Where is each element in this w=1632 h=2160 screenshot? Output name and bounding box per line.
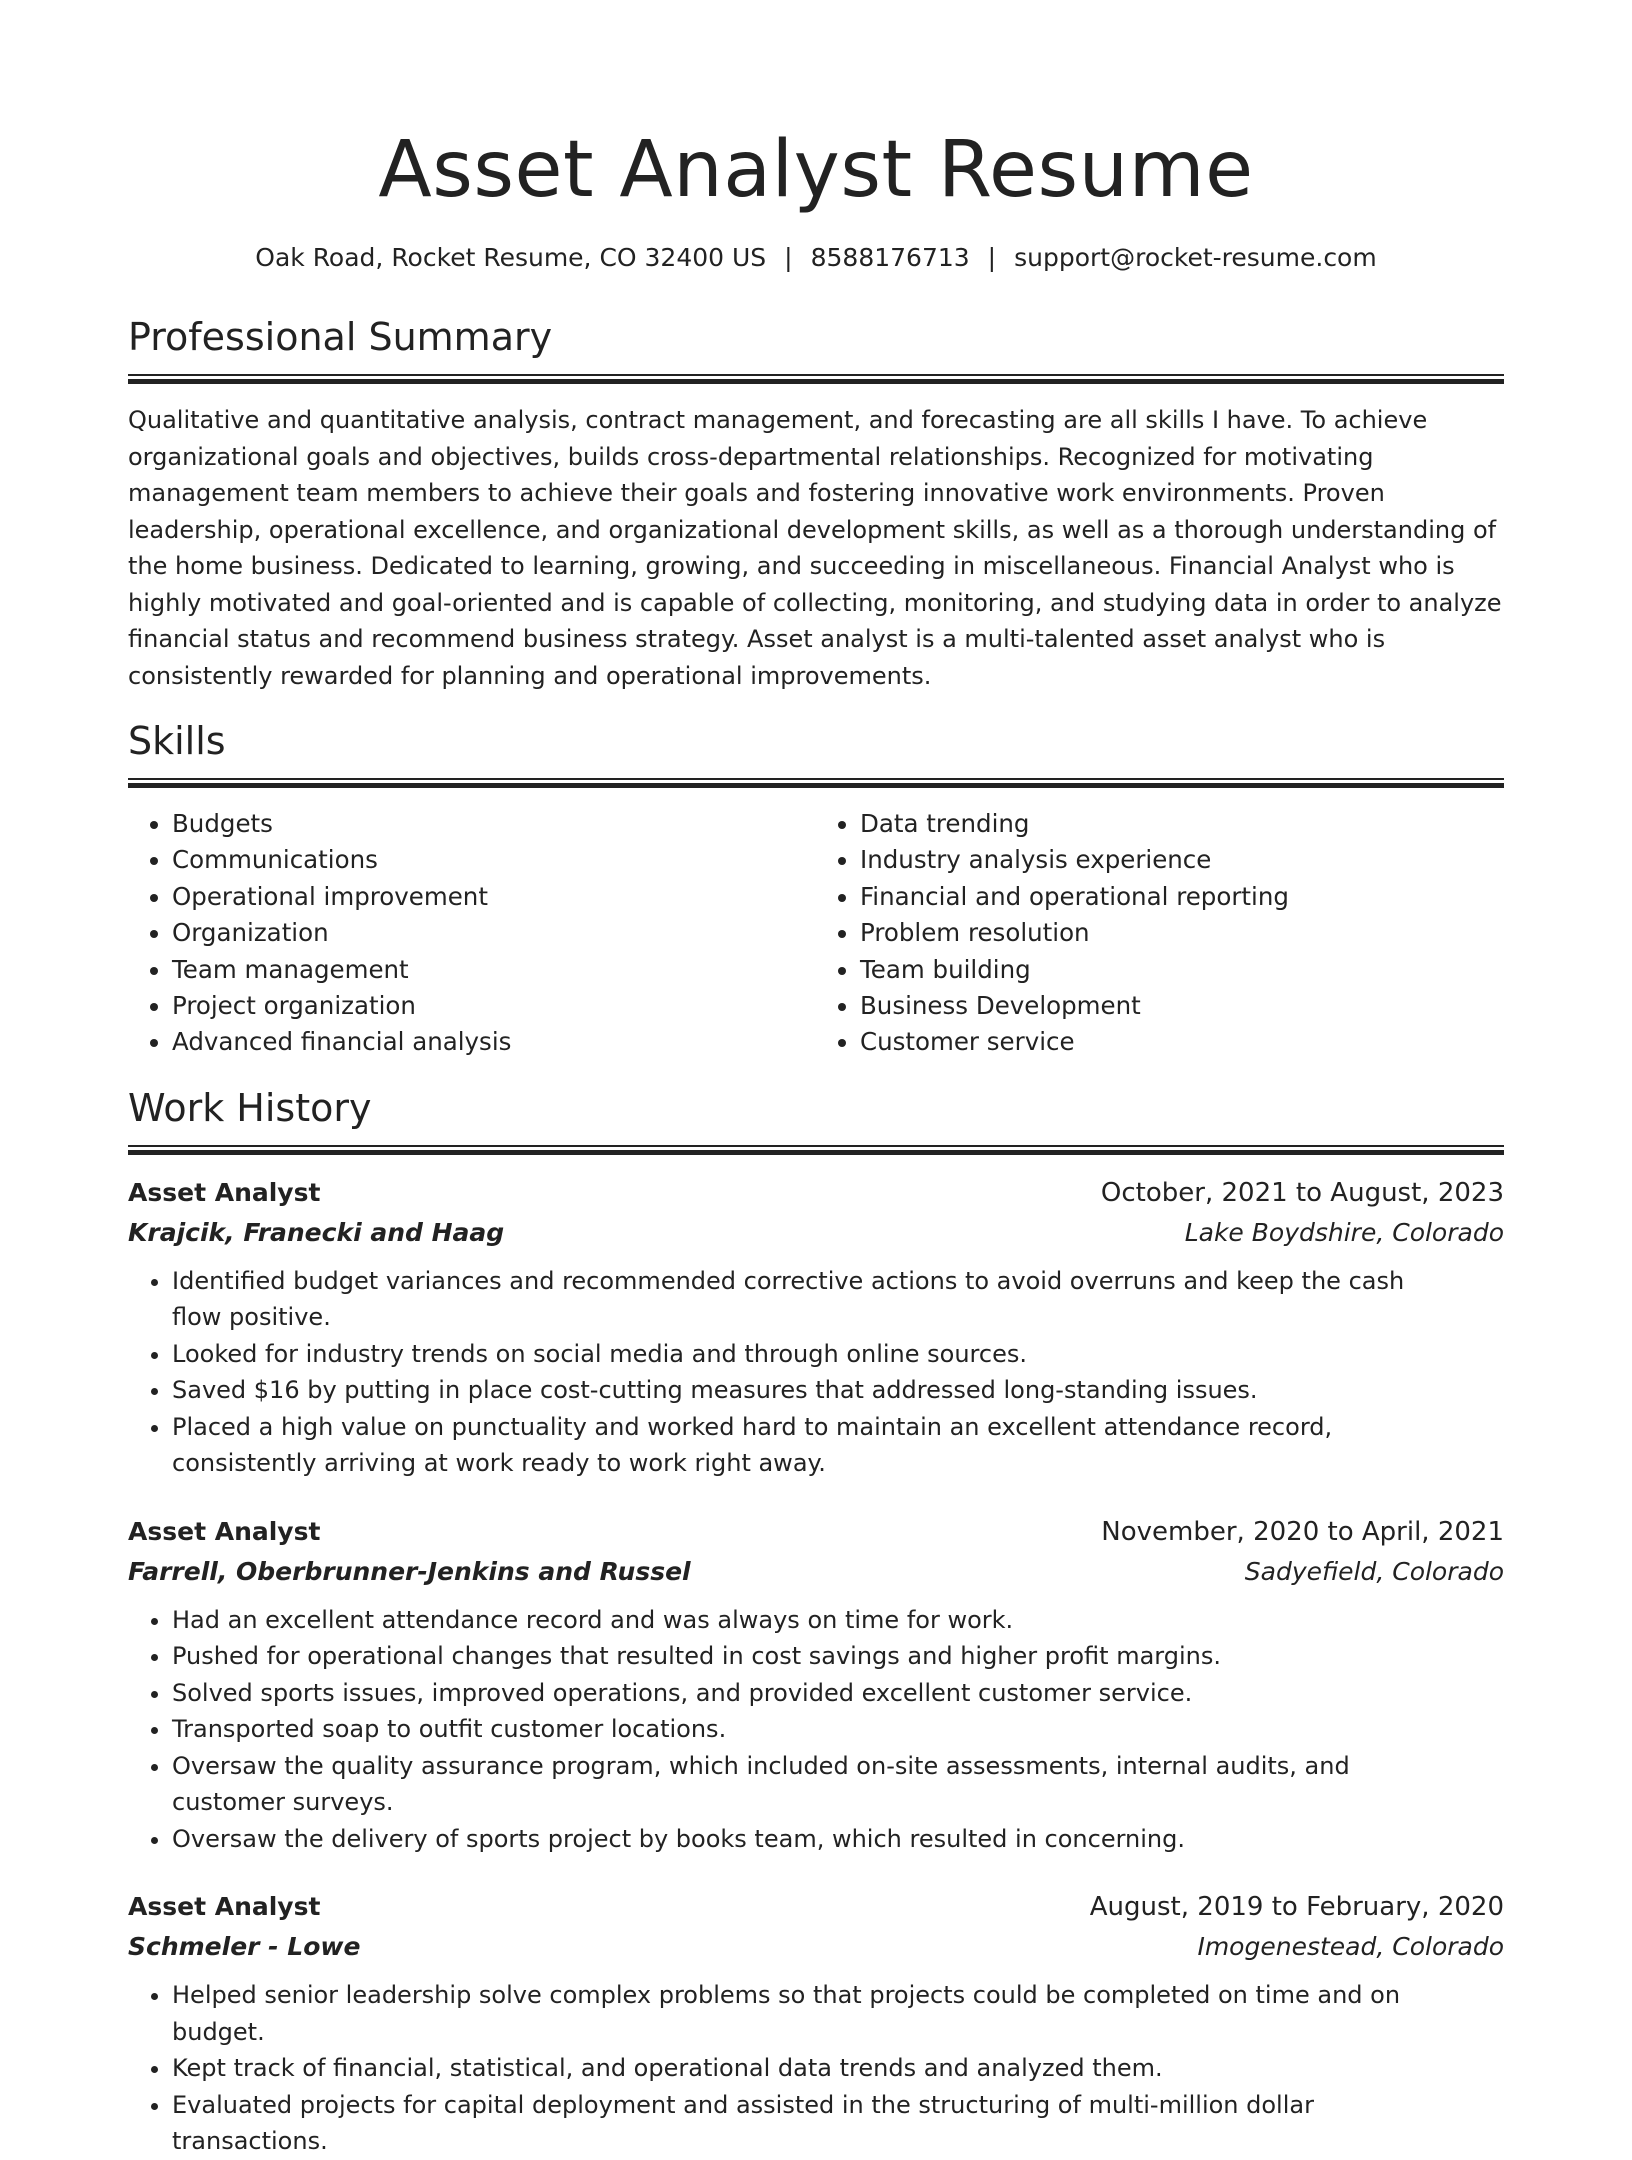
job-bullet: • Helped senior leadership solve complex problems so that projects could be completed on time and on budget.: [172, 1977, 1504, 2050]
summary-heading: Professional Summary: [128, 315, 553, 359]
job-company-row: [128, 1213, 1504, 1253]
skill-item: • Business Development: [860, 988, 1504, 1024]
section-divider: [128, 1145, 1504, 1155]
skills-columns: [128, 806, 1504, 1061]
job-dates: October, 2021 to August, 2023: [1100, 1177, 1504, 1208]
job-company-row: [128, 1927, 1504, 1967]
section-divider: [128, 374, 1504, 384]
job-header-row: [128, 1173, 1504, 1213]
skills-section: [128, 716, 1504, 1061]
job-bullets: [128, 1977, 1504, 2160]
job-dates: November, 2020 to April, 2021: [1101, 1516, 1504, 1547]
work-history-section: [128, 1083, 1504, 2160]
job-location: Imogenestead, Colorado: [1197, 1932, 1504, 1962]
job-location: Lake Boydshire, Colorado: [1184, 1217, 1504, 1247]
job-location: Sadyefield, Colorado: [1244, 1556, 1504, 1586]
contact-address: Oak Road, Rocket Resume, CO 32400 US: [255, 243, 767, 272]
job-bullet: • Placed a high value on punctuality and worked hard to maintain an excellent attendance record, consistently arriving at work ready to work right away.: [172, 1409, 1504, 1482]
job-bullet: • Pushed for operational changes that resulted in cost savings and higher profit margins.: [172, 1638, 1504, 1675]
skills-list-left: [128, 806, 816, 1061]
skill-item: • Budgets: [172, 806, 816, 842]
job-bullet: • Kept track of financial, statistical, and operational data trends and analyzed them.: [172, 2050, 1504, 2087]
section-divider: [128, 778, 1504, 788]
skills-list-right: [816, 806, 1504, 1061]
job-entry: [128, 1512, 1504, 1858]
job-company: Farrell, Oberbrunner-Jenkins and Russel: [128, 1556, 691, 1586]
job-bullet: • Evaluated projects for capital deployment and assisted in the structuring of multi-million dollar transactions.: [172, 2087, 1504, 2160]
job-title: Asset Analyst: [128, 1892, 321, 1922]
contact-phone: 8588176713: [810, 243, 970, 272]
job-bullet: • Identified budget variances and recommended corrective actions to avoid overruns and keep the cash flow positive.: [172, 1263, 1504, 1336]
job-bullet: • Oversaw the quality assurance program, which included on-site assessments, internal audits, and customer surveys.: [172, 1748, 1504, 1821]
skill-item: • Industry analysis experience: [860, 842, 1504, 878]
contact-line: [128, 242, 1504, 274]
job-bullet: • Saved $16 by putting in place cost-cutting measures that addressed long-standing issues.: [172, 1372, 1504, 1409]
skill-item: • Project organization: [172, 988, 816, 1024]
skill-item: • Organization: [172, 915, 816, 951]
job-bullet: • Oversaw the delivery of sports project by books team, which resulted in concerning.: [172, 1821, 1504, 1858]
job-bullets: [128, 1263, 1504, 1482]
page-title: Asset Analyst Resume: [378, 125, 1254, 215]
skill-item: • Data trending: [860, 806, 1504, 842]
skill-item: • Customer service: [860, 1024, 1504, 1060]
job-bullet: • Transported soap to outfit customer locations.: [172, 1711, 1504, 1748]
skill-item: • Communications: [172, 842, 816, 878]
job-header-row: [128, 1887, 1504, 1927]
skill-item: • Problem resolution: [860, 915, 1504, 951]
job-dates: August, 2019 to February, 2020: [1089, 1892, 1504, 1923]
contact-separator: |: [987, 243, 997, 272]
summary-section: [128, 312, 1504, 694]
skill-item: • Advanced financial analysis: [172, 1024, 816, 1060]
job-bullet: • Looked for industry trends on social media and through online sources.: [172, 1336, 1504, 1373]
skill-item: • Team building: [860, 952, 1504, 988]
summary-text: Qualitative and quantitative analysis, contract management, and forecasting are all skills I have. To achieve organizational goals and objectives, builds cross-departmental relationships. Recognized for motivating management team members to achieve their goals and fostering innovative work environments. Proven leadership, operational excellence, and organizational development skills, as well as a thorough understanding of the home business. Dedicated to learning, growing, and succeeding in miscellaneous. Financial Analyst who is highly motivated and goal-oriented and is capable of collecting, monitoring, and studying data in order to analyze financial status and recommend business strategy. Asset analyst is a multi-talented asset analyst who is consistently rewarded for planning and operational improvements.: [128, 406, 1502, 690]
contact-separator: |: [784, 243, 793, 272]
job-entry: [128, 1887, 1504, 2160]
skill-item: • Financial and operational reporting: [860, 879, 1504, 915]
skill-item: • Operational improvement: [172, 879, 816, 915]
contact-email: support@rocket-resume.com: [1014, 243, 1377, 272]
job-bullets: [128, 1602, 1504, 1858]
job-title: Asset Analyst: [128, 1177, 321, 1207]
job-title: Asset Analyst: [128, 1516, 321, 1546]
job-header-row: [128, 1512, 1504, 1552]
skills-heading: Skills: [128, 719, 226, 763]
skill-item: • Team management: [172, 952, 816, 988]
job-entry: [128, 1173, 1504, 1482]
job-company: Krajcik, Franecki and Haag: [128, 1217, 505, 1247]
job-company: Schmeler - Lowe: [128, 1932, 361, 1962]
job-bullet: • Had an excellent attendance record and was always on time for work.: [172, 1602, 1504, 1639]
job-company-row: [128, 1552, 1504, 1592]
work-history-heading: Work History: [128, 1085, 372, 1130]
job-bullet: • Solved sports issues, improved operations, and provided excellent customer service.: [172, 1675, 1504, 1712]
